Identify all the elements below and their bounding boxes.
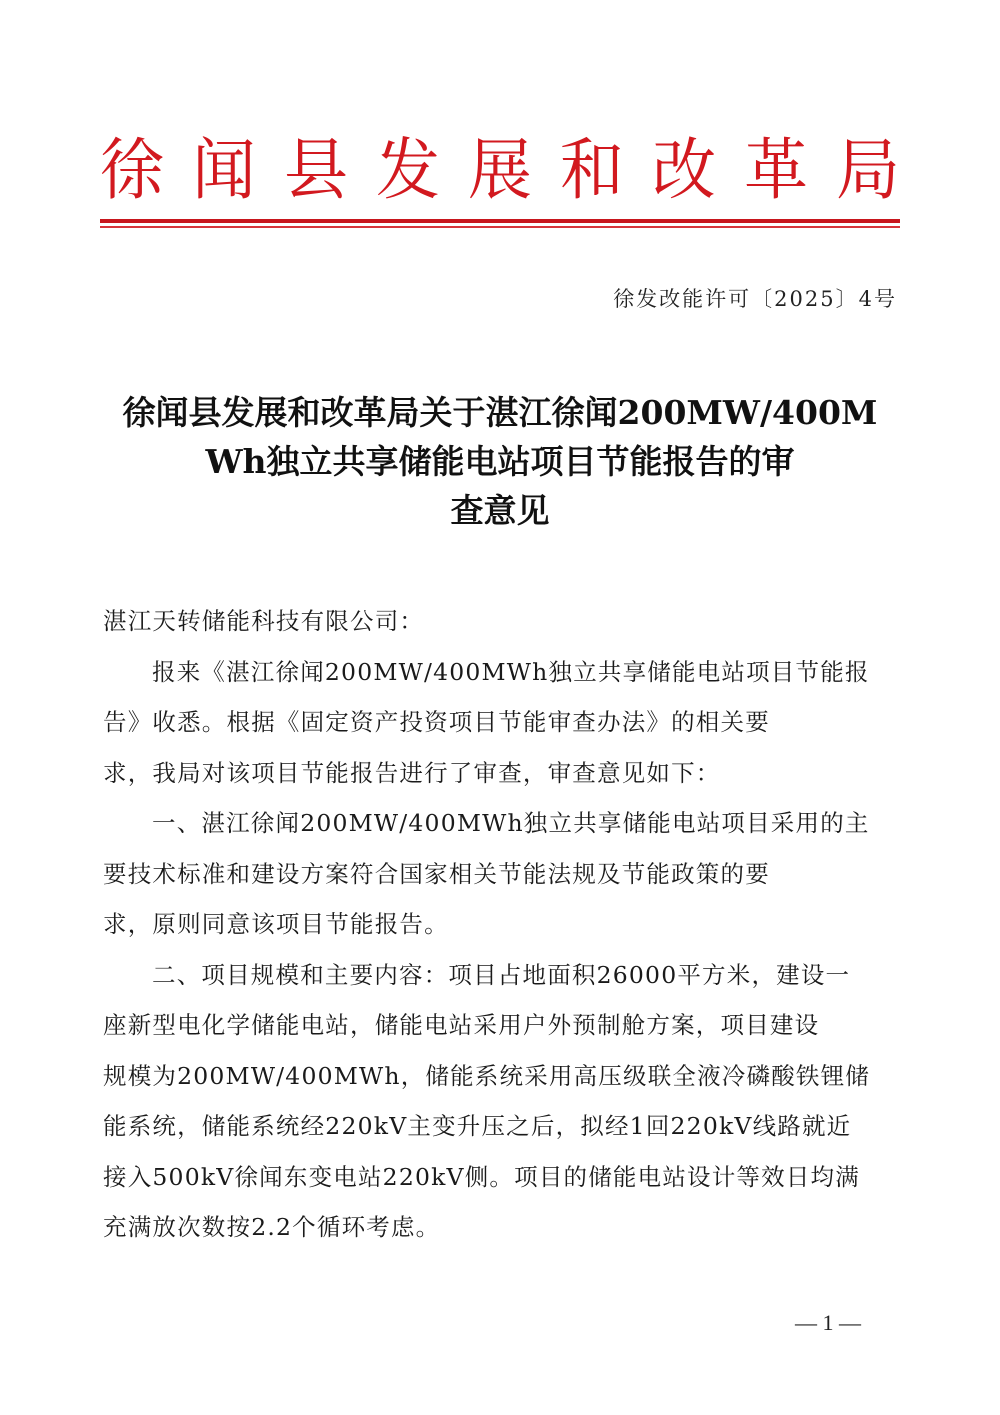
masthead-char: 革 [744,132,808,210]
body-line: 报来《湛江徐闻200MW/400MWh独立共享储能电站项目节能报 [152,657,870,686]
title-line: 徐闻县发展和改革局关于湛江徐闻200MW/400M [122,393,878,432]
masthead-char: 改 [652,132,716,210]
page-number: — 1 — [795,1310,861,1335]
section-two-line: 座新型电化学储能电站，储能电站采用户外预制舱方案，项目建设 [103,1011,820,1039]
masthead-char: 徐 [100,132,164,210]
masthead-char: 展 [468,132,532,210]
addressee: 湛江天转储能科技有限公司： [103,607,425,635]
section-one-line: 一、湛江徐闻200MW/400MWh独立共享储能电站项目采用的主 [152,809,870,837]
section-two-line: 能系统，储能系统经220kV主变升压之后，拟经1回220kV线路就近 [103,1112,852,1140]
masthead-divider-thin [100,226,900,228]
masthead-char: 县 [284,132,348,210]
masthead-title [100,132,900,210]
section-two-line: 规模为200MW/400MWh，储能系统采用高压级联全液冷磷酸铁锂储 [103,1061,870,1090]
masthead-char: 闻 [192,132,256,210]
section-one-line: 要技术标准和建设方案符合国家相关节能法规及节能政策的要 [103,859,770,888]
section-two-line: 充满放次数按2.2个循环考虑。 [103,1213,441,1241]
section-one-line: 求，原则同意该项目节能报告。 [103,910,449,938]
document-title [100,388,900,535]
masthead-char: 局 [836,132,900,210]
section-two-line: 二、项目规模和主要内容：项目占地面积26000平方米，建设一 [152,960,851,989]
title-line: Wh独立共享储能电站项目节能报告的审 [205,442,795,481]
body-line: 求，我局对该项目节能报告进行了审查，审查意见如下： [103,758,721,787]
document-body [103,596,900,1253]
masthead-char: 和 [560,132,624,210]
title-line: 查意见 [450,491,550,530]
document-number: 徐发改能许可〔2025〕4号 [613,287,897,311]
section-two-line: 接入500kV徐闻东变电站220kV侧。项目的储能电站设计等效日均满 [103,1162,860,1191]
body-line: 告》收悉。根据《固定资产投资项目节能审查办法》的相关要 [103,708,770,736]
masthead-char: 发 [376,132,440,210]
masthead-divider-thick [100,219,900,223]
